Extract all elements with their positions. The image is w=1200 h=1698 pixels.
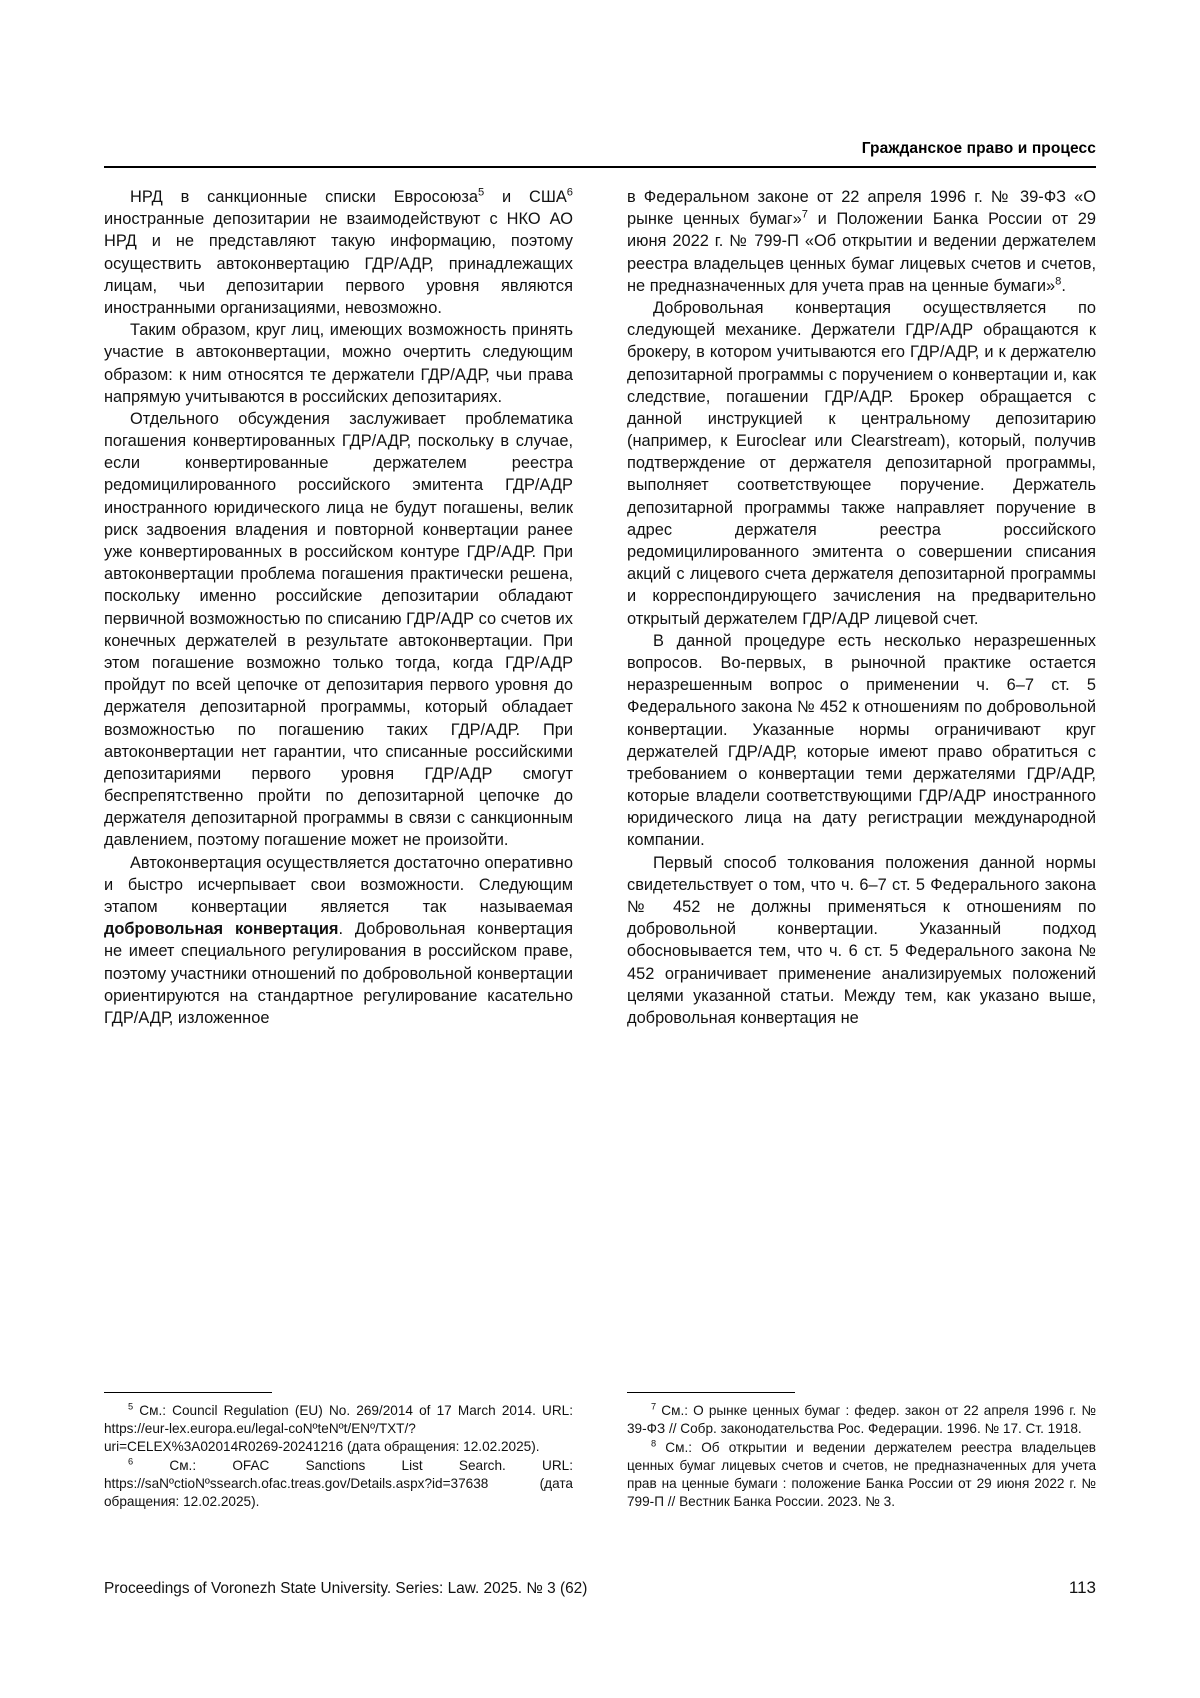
- running-head: Гражданское право и процесс: [861, 140, 1096, 157]
- footnote-item: $^8$ См.: Об открытии и ведении держателем реестра владельцев ценных бумаг лицевых счетов и счетов, не предназначенных для учета прав на ценные бумаги : положение Банка России от 29 июня 2022 г. № 799-П // Вестник Банка России. 2023. № 3.: [627, 1438, 1096, 1509]
- paragraph: В данной процедуре есть несколько неразрешенных вопросов. Во-первых, в рыночной практике остается неразрешенным вопрос о применении ч. 6–7 ст. 5 Федерального закона № 452 к отношениям по добровольной конвертации. Указанные нормы ограничивают круг держателей ГДР/АДР, которые имеют право обратиться с требованием о конвертации теми держателями ГДР/АДР, которые владели соответствующими ГДР/АДР иностранного юридического лица на дату регистрации международной компании.: [627, 631, 1096, 850]
- paragraph: НРД в санкционные списки Евросоюза$^5$ и США$^6$ иностранные депозитарии не взаимодействуют с НКО АО НРД и не представляют такую информацию, поэтому осуществить автоконвертацию ГДР/АДР, принадлежащих лицам, чьи депозитарии первого уровня являются иностранными организациями, невозможно.: [104, 186, 573, 317]
- paragraph: Первый способ толкования положения данной нормы свидетельствует о том, что ч. 6–7 ст. 5 Федерального закона № 452 не должны применяться к отношениям по добровольной конвертации. Указанный подход обосновывается тем, что ч. 6 ст. 5 Федерального закона № 452 ограничивает применение анализируемых положений целями указанной статьи. Между тем, как указано выше, добровольная конвертация не: [627, 853, 1096, 1027]
- two-column-body: [104, 186, 1096, 1376]
- paragraph: Отдельного обсуждения заслуживает проблематика погашения конвертированных ГДР/АДР, поскольку в случае, если конвертированные держателем реестра редомицилированного российского эмитента ГДР/АДР иностранного юридического лица не будут погашены, велик риск задвоения владения и повторной конвертации ранее уже конвертированных в российском контуре ГДР/АДР. При автоконвертации проблема погашения практически решена, поскольку именно российские депозитарии обладают первичной возможностью по списанию ГДР/АДР со счетов их конечных держателей в результате автоконвертации. При этом погашение возможно только тогда, когда ГДР/АДР пройдут по всей цепочке от депозитария первого уровня до держателя депозитарной программы, который обладает возможностью по погашению таких ГДР/АДР. При автоконвертации нет гарантии, что списанные российскими депозитариями первого уровня ГДР/АДР смогут беспрепятственно пройти по депозитарной цепочке до держателя депозитарной программы в связи с санкционным давлением, поэтому погашение может не произойти.: [104, 409, 573, 850]
- footnote-item: $^7$ См.: О рынке ценных бумаг : федер. закон от 22 апреля 1996 г. № 39-ФЗ // Собр. законодательства Рос. Федерации. 1996. № 17. Ст. 1918.: [627, 1401, 1096, 1436]
- paragraph: Таким образом, круг лиц, имеющих возможность принять участие в автоконвертации, можно очертить следующим образом: к ним относятся те держатели ГДР/АДР, чьи права напрямую учитываются в российских депозитариях.: [104, 321, 573, 406]
- body-column-left: [104, 186, 573, 1376]
- footnote-separator-rule: [627, 1392, 795, 1393]
- header-rule: [104, 166, 1096, 168]
- footnotes-column-left: [104, 1392, 573, 1512]
- page-footer: [104, 1578, 1096, 1598]
- footnote-item: $^6$ См.: OFAC Sanctions List Search. URL: https://saNºctioNºssearch.ofac.treas.gov/Details.aspx?id=37638 (дата обращения: 12.02.2025).: [104, 1456, 573, 1509]
- footnotes-area: [104, 1392, 1096, 1512]
- journal-source-line: Proceedings of Voronezh State University. Series: Law. 2025. № 3 (62): [104, 1580, 588, 1597]
- footnotes-column-right: [627, 1392, 1096, 1512]
- footnote-item: $^5$ См.: Council Regulation (EU) No. 269/2014 of 17 March 2014. URL: https://eur-lex.europa.eu/legal-coNºteNºt/ENº/TXT/?uri=CELEX%3A02014R0269-20241216 (дата обращения: 12.02.2025).: [104, 1401, 573, 1454]
- paragraph: Автоконвертация осуществляется достаточно оперативно и быстро исчерпывает свои возможности. Следующим этапом конвертации является так называемая добровольная конвертация. Добровольная конвертация не имеет специального регулирования в российском праве, поэтому участники отношений по добровольной конвертации ориентируются на стандартное регулирование касательно ГДР/АДР, изложенное: [104, 853, 573, 1027]
- body-column-right: [627, 186, 1096, 1376]
- paragraph: в Федеральном законе от 22 апреля 1996 г. № 39-ФЗ «О рынке ценных бумаг»$^7$ и Положении Банка России от 29 июня 2022 г. № 799-П «Об открытии и ведении держателем реестра владельцев ценных бумаг лицевых счетов и счетов, не предназначенных для учета прав на ценные бумаги»$^8$.: [627, 188, 1097, 295]
- paragraph: Добровольная конвертация осуществляется по следующей механике. Держатели ГДР/АДР обращаются к брокеру, в котором учитываются его ГДР/АДР, и к держателю депозитарной программы с поручением о конвертации и, как следствие, погашении ГДР/АДР. Брокер обращается с данной инструкцией к центральному депозитарию (например, к Euroclear или Clearstream), который, получив подтверждение от держателя депозитарной программы, выполняет соответствующее поручение. Держатель депозитарной программы также направляет поручение в адрес держателя реестра российского редомицилированного эмитента о совершении списания акций с лицевого счета держателя депозитарной программы и корреспондирующего зачисления на предварительно открытый держателем ГДР/АДР лицевой счет.: [627, 298, 1096, 628]
- page-number: 113: [1068, 1578, 1096, 1597]
- footnote-separator-rule: [104, 1392, 272, 1393]
